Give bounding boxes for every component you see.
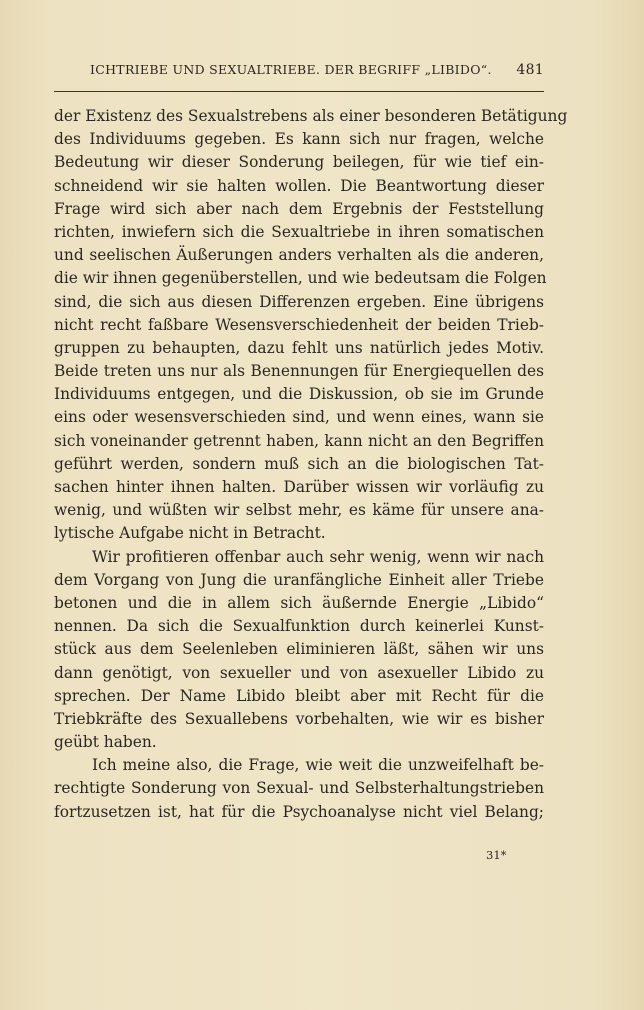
text-line: dann genötigt, von sexueller und von asexueller Libido zu	[54, 663, 544, 682]
text-line: gruppen zu behaupten, dazu fehlt uns natürlich jedes Motiv.	[54, 338, 544, 357]
text-line: wenig, und wüßten wir selbst mehr, es käme für unsere ana-	[54, 501, 544, 520]
text-line: geübt haben.	[54, 733, 157, 752]
page-number: 481	[516, 62, 544, 78]
running-header	[90, 62, 544, 84]
text-line: Ich meine also, die Frage, wie weit die unzweifelhaft be-	[92, 756, 544, 775]
body-text	[54, 105, 568, 824]
text-line: stück aus dem Seelenleben eliminieren läßt, sähen wir uns	[54, 640, 544, 659]
running-header-title: ICHTRIEBE UND SEXUALTRIEBE. DER BEGRIFF „LIBIDO“.	[90, 62, 492, 77]
text-line: dem Vorgang von Jung die uranfängliche Einheit aller Triebe	[54, 570, 544, 589]
text-line: der Existenz des Sexualstrebens als einer besonderen Betätigung	[54, 107, 568, 125]
text-line: sprechen. Der Name Libido bleibt aber mit Recht für die	[54, 686, 544, 705]
text-line: sachen hinter ihnen halten. Darüber wissen wir vorläufig zu	[54, 478, 544, 496]
text-line: Wir profitieren offenbar auch sehr wenig, wenn wir nach	[92, 547, 544, 566]
text-line: lytische Aufgabe nicht in Betracht.	[54, 524, 326, 543]
text-line: Bedeutung wir dieser Sonderung beilegen, für wie tief ein-	[54, 153, 544, 172]
text-line: des Individuums gegeben. Es kann sich nur fragen, welche	[54, 130, 544, 149]
text-line: nicht recht faßbare Wesensverschiedenheit der beiden Trieb-	[54, 315, 544, 334]
text-line: betonen und die in allem sich äußernde Energie „Libido“	[54, 593, 544, 612]
text-line: schneidend wir sie halten wollen. Die Beantwortung dieser	[54, 176, 544, 195]
text-line: und seelischen Äußerungen anders verhalten als die anderen,	[54, 246, 544, 265]
text-line: Beide treten uns nur als Benennungen für Energiequellen des	[54, 362, 544, 381]
text-line: fortzusetzen ist, hat für die Psychoanalyse nicht viel Belang;	[54, 802, 544, 821]
signature-mark: 31*	[486, 848, 507, 862]
text-line: Frage wird sich aber nach dem Ergebnis der Feststellung	[54, 199, 544, 218]
text-line: Triebkräfte des Sexuallebens vorbehalten, wie wir es bisher	[54, 709, 544, 728]
text-line: die wir ihnen gegenüberstellen, und wie bedeutsam die Folgen	[54, 269, 547, 288]
text-line: sind, die sich aus diesen Differenzen ergeben. Eine übrigens	[54, 292, 544, 311]
text-line: richten, inwiefern sich die Sexualtriebe in ihren somatischen	[54, 222, 544, 241]
text-line: sich voneinander getrennt haben, kann nicht an den Begriffen	[54, 431, 544, 450]
text-line: nennen. Da sich die Sexualfunktion durch keinerlei Kunst-	[54, 617, 544, 636]
header-rule	[54, 91, 544, 92]
text-line: eins oder wesensverschieden sind, und wenn eines, wann sie	[54, 408, 544, 427]
text-line: geführt werden, sondern muß sich an die biologischen Tat-	[54, 454, 544, 473]
text-line: Individuums entgegen, und die Diskussion, ob sie im Grunde	[54, 385, 544, 404]
text-line: rechtigte Sonderung von Sexual- und Selbsterhaltungstrieben	[54, 779, 544, 798]
